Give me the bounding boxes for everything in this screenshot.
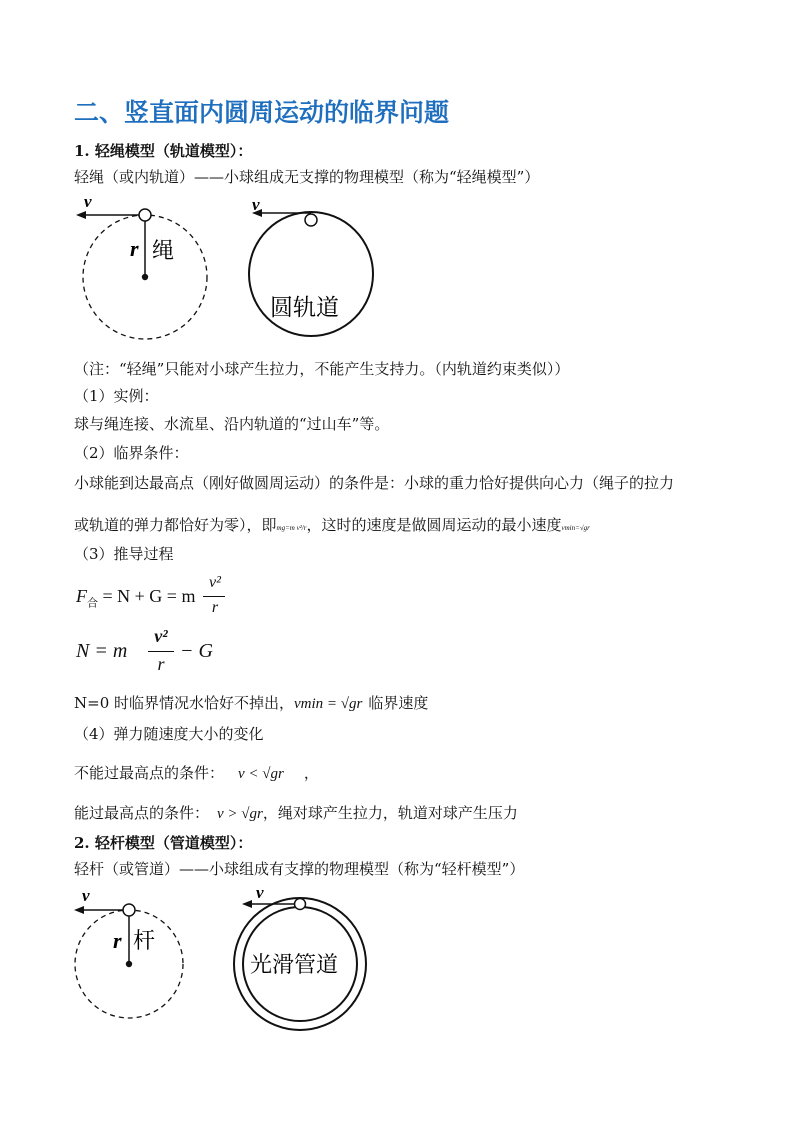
critical-line [74, 692, 428, 713]
condition-line2 [74, 514, 590, 535]
can-pass-formula: v > √gr [217, 806, 263, 822]
velocity-label: v [256, 884, 264, 902]
section1-intro: 轻绳（或内轨道）——小球组成无支撑的物理模型（称为“轻绳模型”） [74, 168, 540, 186]
section2-intro: 轻杆（或管道）——小球组成有支撑的物理模型（称为“轻杆模型”） [74, 860, 525, 878]
smooth-tube-figure [228, 884, 378, 1034]
fraction-denominator: r [157, 654, 165, 674]
fraction-denominator: r [211, 599, 219, 616]
track-label: 圆轨道 [270, 295, 339, 321]
cannot-pass-formula: v < √gr [238, 766, 284, 782]
section2-heading: 2. 轻杆模型（管道模型）： [74, 834, 253, 852]
velocity-label: v [84, 192, 92, 211]
example-heading: （1）实例： [74, 387, 159, 405]
min-speed-formula: vmin=√gr [561, 524, 590, 532]
critical-text: N=0 时临界情况水恰好不掉出， [74, 694, 295, 712]
section1-heading: 1. 轻绳模型（轨道模型）： [74, 142, 253, 160]
note-text: （注：“轻绳”只能对小球产生拉力，不能产生支持力。（内轨道约束类似）） [74, 360, 570, 378]
can-pass-text: 能过最高点的条件： [74, 804, 210, 822]
page-title: 二、竖直面内圆周运动的临界问题 [74, 98, 450, 127]
cannot-pass-line [74, 762, 319, 783]
fraction-bar [203, 596, 225, 597]
condition-heading: （2）临界条件： [74, 444, 189, 462]
example-text: 球与绳连接、水流星、沿内轨道的“过山车”等。 [74, 415, 390, 433]
fraction-numerator: v² [154, 626, 168, 646]
radius-label: r [130, 236, 139, 261]
critical-speed-label: 临界速度 [368, 694, 429, 712]
tube-label: 光滑管道 [250, 953, 339, 978]
can-pass-line [74, 802, 518, 823]
velocity-label: v [252, 195, 260, 214]
condition-line2-tail: ，这时的速度是做圆周运动的最小速度 [306, 516, 562, 534]
equation-tail: − G [180, 640, 213, 662]
rope-model-figure [70, 190, 220, 340]
radius-label: r [113, 928, 122, 953]
rod-model-figure [70, 884, 210, 1024]
velocity-label: v [82, 886, 90, 905]
cannot-pass-tail: ， [303, 764, 319, 782]
condition-line1: 小球能到达最高点（刚好做圆周运动）的条件是：小球的重力恰好提供向心力（绳子的拉力 [74, 474, 675, 492]
circular-track-figure [240, 190, 390, 340]
centripetal-equation: mg=m v²/r [276, 524, 307, 532]
force-equation: $F_合 = N + G = m$ [76, 586, 196, 610]
fraction-numerator: v² [209, 574, 221, 591]
can-pass-tail: ，绳对球产生拉力，轨道对球产生压力 [262, 804, 518, 822]
condition-line2-text: 或轨道的弹力都恰好为零），即 [74, 516, 277, 534]
critical-speed-formula: vmin = √gr [294, 696, 363, 712]
cannot-pass-text: 不能过最高点的条件： [74, 764, 225, 782]
derivation-heading: （3）推导过程 [74, 545, 174, 563]
normal-force-equation: N = m [76, 640, 128, 662]
rod-label: 杆 [133, 929, 156, 954]
fraction-bar [148, 651, 174, 652]
variation-heading: （4）弹力随速度大小的变化 [74, 725, 264, 743]
rope-label: 绳 [152, 239, 175, 264]
